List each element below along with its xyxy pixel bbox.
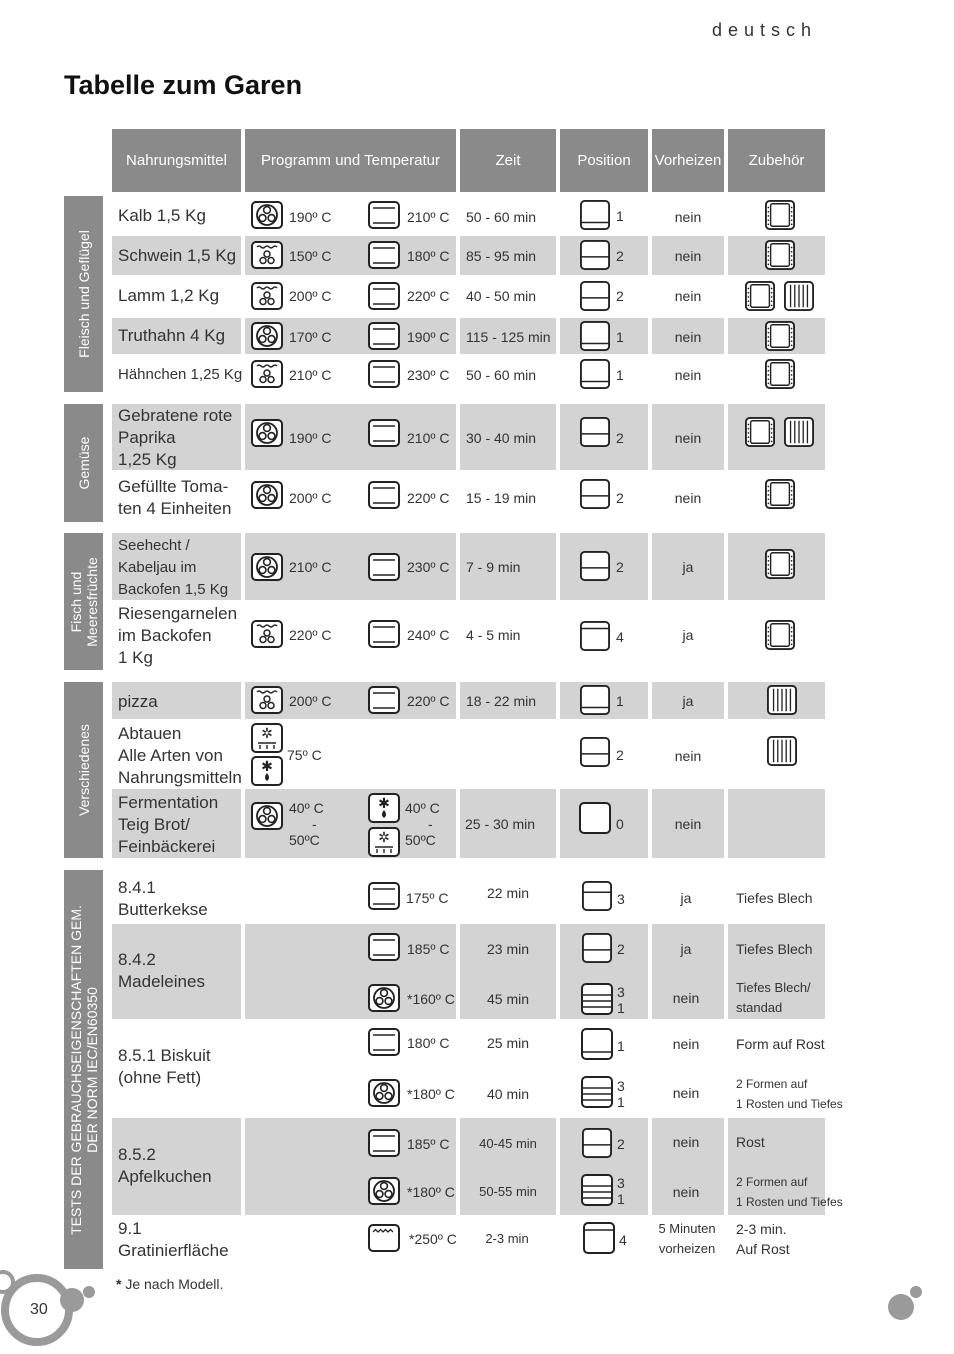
food-abtauen: Abtauen Alle Arten von Nahrungsmitteln — [118, 724, 242, 787]
oven-icon — [368, 933, 400, 961]
temp-ferment-2b: 50ºC — [405, 832, 436, 848]
column-separator — [456, 196, 460, 1269]
category-misc — [64, 682, 103, 858]
acc-gratin-b: Auf Rost — [736, 1241, 790, 1257]
temp-truthahn-2: 190º C — [407, 329, 450, 345]
food-ferment: Fermentation Teig Brot/ Feinbäckerei — [118, 793, 219, 856]
temp-kalb-1: 190º C — [289, 209, 332, 225]
temp-butterkekse: 175º C — [406, 890, 449, 906]
baking-tray-icon — [764, 240, 796, 270]
row-band — [112, 1118, 825, 1215]
oven-icon — [368, 419, 400, 447]
baking-tray-icon — [764, 200, 796, 230]
shelf-position-icon — [581, 1128, 613, 1158]
category-fish — [64, 533, 103, 670]
time-lamm: 40 - 50 min — [466, 288, 537, 304]
preheat-lamm: nein — [674, 288, 702, 304]
column-separator — [724, 196, 728, 1269]
temp-seehecht-1: 210º C — [289, 559, 332, 575]
time-apfelkuchen-1: 40-45 min — [479, 1136, 537, 1151]
shelf-position-icon — [579, 685, 611, 715]
food-garnelen: Riesengarnelen im Backofen 1 Kg — [118, 604, 238, 667]
wire-rack-icon — [783, 281, 815, 311]
preheat-truthahn: nein — [674, 329, 702, 345]
food-butterkekse: 8.4.1 Butterkekse — [118, 878, 208, 919]
preheat-madeleines-2: nein — [672, 990, 700, 1006]
time-truthahn: 115 - 125 min — [466, 329, 551, 345]
wire-rack-icon — [783, 417, 815, 447]
time-tomaten: 15 - 19 min — [466, 490, 537, 506]
shelf-position-icon — [581, 983, 613, 1015]
grill-fan-icon — [251, 360, 283, 388]
oven-icon — [368, 1129, 400, 1157]
shelf-position-icon — [583, 1222, 615, 1254]
baking-tray-icon — [744, 281, 776, 311]
acc-biskuit-2a: 2 Formen auf — [736, 1077, 808, 1091]
temp-gratin: *250º C — [409, 1231, 457, 1247]
food-tomaten: Gefüllte Toma- ten 4 Einheiten — [118, 477, 232, 518]
food-paprika: Gebratene rote Paprika 1,25 Kg — [118, 406, 233, 469]
category-tests-line1: TESTS DER GEBRAUCHSEIGENSCHAFTEN GEM. — [67, 904, 84, 1235]
shelf-position-icon — [579, 281, 611, 311]
food-truthahn: Truthahn 4 Kg — [118, 326, 226, 345]
pos-apfelkuchen-2a: 3 — [617, 1175, 625, 1191]
grill-fan-icon — [251, 620, 283, 648]
oven-icon — [368, 620, 400, 648]
time-gratin: 2-3 min — [485, 1231, 529, 1246]
preheat-apfelkuchen-1: nein — [672, 1134, 700, 1150]
pos-garnelen: 4 — [616, 629, 624, 645]
time-butterkekse: 22 min — [486, 885, 530, 901]
food-seehecht: Seehecht / Kabeljau im Backofen 1,5 Kg — [118, 537, 229, 598]
temp-apfelkuchen-1: 185º C — [407, 1136, 450, 1152]
preheat-ferment: nein — [674, 816, 702, 832]
header-time: Zeit — [460, 129, 556, 192]
acc-gratin-a: 2-3 min. — [736, 1221, 787, 1237]
pos-biskuit-2a: 3 — [617, 1078, 625, 1094]
fan-icon — [251, 553, 283, 581]
oven-icon — [368, 882, 400, 910]
shelf-position-icon — [579, 359, 611, 389]
shelf-position-icon — [579, 240, 611, 270]
temp-pizza-1: 200º C — [289, 693, 332, 709]
temp-seehecht-2: 230º C — [407, 559, 450, 575]
time-ferment: 25 - 30 min — [465, 816, 536, 832]
temp-paprika-2: 210º C — [407, 430, 450, 446]
preheat-biskuit-1: nein — [672, 1036, 700, 1052]
temp-garnelen-2: 240º C — [407, 627, 450, 643]
header-preheat: Vorheizen — [652, 129, 724, 192]
baking-tray-icon — [744, 417, 776, 447]
oven-icon — [368, 201, 400, 229]
pos-apfelkuchen-2b: 1 — [617, 1191, 625, 1207]
preheat-gratin-b: vorheizen — [658, 1241, 716, 1256]
time-pizza: 18 - 22 min — [466, 693, 537, 709]
preheat-kalb: nein — [674, 209, 702, 225]
thaw-drop-icon — [368, 793, 400, 823]
fan-icon — [251, 686, 283, 714]
temp-tomaten-2: 220º C — [407, 490, 450, 506]
temp-ferment-1-dash: - — [312, 816, 317, 832]
temp-garnelen-1: 220º C — [289, 627, 332, 643]
temp-paprika-1: 190º C — [289, 430, 332, 446]
row-band — [112, 924, 825, 1019]
time-madeleines-2: 45 min — [486, 991, 530, 1007]
fan-icon — [368, 1177, 400, 1205]
time-seehecht: 7 - 9 min — [466, 559, 521, 575]
category-misc-label: Verschiedenes — [75, 724, 92, 816]
baking-tray-icon — [764, 359, 796, 389]
column-separator — [556, 196, 560, 1269]
fan-icon — [251, 201, 283, 229]
temp-pizza-2: 220º C — [407, 693, 450, 709]
oven-icon — [368, 553, 400, 581]
food-pizza: pizza — [118, 692, 158, 711]
temp-ferment-2a: 40º C — [405, 800, 440, 816]
shelf-position-icon — [581, 1028, 613, 1060]
oven-icon — [368, 686, 400, 714]
shelf-position-icon — [579, 802, 611, 834]
category-fish-line1: Fisch und — [67, 571, 84, 632]
acc-biskuit-2b: 1 Rosten und Tiefes — [736, 1097, 843, 1111]
temp-abtauen: 75º C — [287, 747, 322, 763]
acc-apfelkuchen-1: Rost — [736, 1134, 765, 1150]
acc-butterkekse: Tiefes Blech — [736, 890, 813, 906]
food-schwein: Schwein 1,5 Kg — [118, 246, 237, 265]
preheat-schwein: nein — [674, 248, 702, 264]
temp-biskuit-2: *180º C — [407, 1086, 455, 1102]
pos-paprika: 2 — [616, 430, 624, 446]
preheat-biskuit-2: nein — [672, 1085, 700, 1101]
time-paprika: 30 - 40 min — [466, 430, 537, 446]
category-fish-line2: Meeresfrüchte — [83, 556, 100, 647]
food-kalb: Kalb 1,5 Kg — [118, 206, 206, 225]
temp-truthahn-1: 170º C — [289, 329, 332, 345]
preheat-butterkekse: ja — [680, 890, 692, 906]
category-meat — [64, 196, 103, 392]
fan-icon — [368, 1079, 400, 1107]
pos-tomaten: 2 — [616, 490, 624, 506]
shelf-position-icon — [581, 881, 613, 911]
fan-icon — [368, 984, 400, 1012]
preheat-haehnchen: nein — [674, 367, 702, 383]
pos-biskuit-2b: 1 — [617, 1094, 625, 1110]
header-position: Position — [560, 129, 648, 192]
preheat-tomaten: nein — [674, 490, 702, 506]
oven-icon — [368, 241, 400, 269]
food-haehnchen: Hähnchen 1,25 Kg — [118, 366, 243, 383]
page-number: 30 — [30, 1301, 48, 1318]
oven-icon — [368, 322, 400, 350]
grill-icon — [368, 1224, 400, 1252]
footnote-text: Je nach Modell. — [125, 1276, 224, 1292]
food-lamm: Lamm 1,2 Kg — [118, 286, 220, 305]
acc-madeleines-1: Tiefes Blech — [736, 941, 813, 957]
pos-pizza: 1 — [616, 693, 624, 709]
pos-ferment: 0 — [616, 816, 624, 832]
temp-apfelkuchen-2: *180º C — [407, 1184, 455, 1200]
shelf-position-icon — [579, 737, 611, 767]
temp-biskuit-1: 180º C — [407, 1035, 450, 1051]
time-biskuit-1: 25 min — [486, 1035, 530, 1051]
food-apfelkuchen: 8.5.2 Apfelkuchen — [118, 1145, 212, 1186]
preheat-seehecht: ja — [682, 559, 694, 575]
shelf-position-icon — [579, 200, 611, 230]
footnote-star: * — [116, 1276, 122, 1292]
wire-rack-icon — [766, 736, 798, 766]
time-schwein: 85 - 95 min — [466, 248, 537, 264]
decorative-circles — [0, 1262, 110, 1354]
temp-haehnchen-2: 230º C — [407, 367, 450, 383]
time-haehnchen: 50 - 60 min — [466, 367, 537, 383]
pos-abtauen: 2 — [616, 747, 624, 763]
shelf-position-icon — [579, 479, 611, 509]
shelf-position-icon — [579, 417, 611, 447]
oven-icon — [368, 360, 400, 388]
category-tests-label — [68, 905, 100, 1235]
pos-madeleines-2a: 3 — [617, 984, 625, 1000]
temp-kalb-2: 210º C — [407, 209, 450, 225]
header-food: Nahrungsmittel — [112, 129, 241, 192]
temp-madeleines-1: 185º C — [407, 941, 450, 957]
acc-madeleines-2a: Tiefes Blech/ — [736, 980, 811, 995]
grill-fan-icon — [251, 241, 283, 269]
food-gratin: 9.1 Gratinierfläche — [118, 1219, 229, 1260]
category-meat-label: Fleisch und Geflügel — [75, 230, 92, 358]
pos-madeleines-1: 2 — [617, 941, 625, 957]
acc-madeleines-2b: standad — [736, 1000, 783, 1015]
pos-madeleines-2b: 1 — [617, 1000, 625, 1016]
baking-tray-icon — [764, 321, 796, 351]
category-tests-line2: DER NORM IEC/EN60350 — [83, 986, 100, 1153]
time-kalb: 50 - 60 min — [466, 209, 537, 225]
temp-lamm-2: 220º C — [407, 288, 450, 304]
oven-icon — [368, 1028, 400, 1056]
category-fish-label — [68, 557, 100, 646]
pos-seehecht: 2 — [616, 559, 624, 575]
pos-apfelkuchen-1: 2 — [617, 1136, 625, 1152]
temp-madeleines-2: *160º C — [407, 991, 455, 1007]
shelf-position-icon — [579, 551, 611, 581]
category-veg — [64, 404, 103, 522]
fan-icon — [251, 481, 283, 509]
acc-apfelkuchen-2b: 1 Rosten und Tiefes — [736, 1195, 843, 1209]
preheat-pizza: ja — [682, 693, 694, 709]
baking-tray-icon — [764, 620, 796, 650]
oven-icon — [368, 282, 400, 310]
acc-biskuit-1: Form auf Rost — [736, 1036, 825, 1052]
preheat-abtauen: nein — [674, 748, 702, 764]
pos-truthahn: 1 — [616, 329, 624, 345]
temp-schwein-1: 150º C — [289, 248, 332, 264]
pos-haehnchen: 1 — [616, 367, 624, 383]
temp-ferment-2-dash: - — [428, 816, 433, 832]
language-label: deutsch — [712, 20, 818, 40]
time-biskuit-2: 40 min — [486, 1086, 530, 1102]
header-accessory: Zubehör — [728, 129, 825, 192]
shelf-position-icon — [581, 933, 613, 963]
page-title: Tabelle zum Garen — [64, 70, 303, 100]
preheat-madeleines-1: ja — [680, 941, 692, 957]
temp-tomaten-1: 200º C — [289, 490, 332, 506]
shelf-position-icon — [581, 1174, 613, 1206]
pos-gratin: 4 — [619, 1232, 627, 1248]
grill-fan-icon — [251, 282, 283, 310]
column-separator — [648, 196, 652, 1269]
defrost-icon — [251, 723, 283, 753]
time-apfelkuchen-2: 50-55 min — [479, 1184, 537, 1199]
acc-apfelkuchen-2a: 2 Formen auf — [736, 1175, 808, 1189]
shelf-position-icon — [581, 1076, 613, 1108]
baking-tray-icon — [764, 549, 796, 579]
preheat-garnelen: ja — [682, 627, 694, 643]
temp-lamm-1: 200º C — [289, 288, 332, 304]
defrost-icon — [368, 827, 400, 857]
pos-lamm: 2 — [616, 288, 624, 304]
temp-haehnchen-1: 210º C — [289, 367, 332, 383]
temp-ferment-1b: 50ºC — [289, 832, 320, 848]
header-program: Programm und Temperatur — [245, 129, 456, 192]
pos-biskuit-1: 1 — [617, 1038, 625, 1054]
preheat-gratin-a: 5 Minuten — [658, 1221, 716, 1236]
baking-tray-icon — [764, 479, 796, 509]
wire-rack-icon — [766, 685, 798, 715]
thaw-drop-icon — [251, 756, 283, 786]
oven-icon — [368, 481, 400, 509]
preheat-apfelkuchen-2: nein — [672, 1184, 700, 1200]
fan-icon — [251, 322, 283, 350]
preheat-paprika: nein — [674, 430, 702, 446]
food-biskuit: 8.5.1 Biskuit (ohne Fett) — [118, 1046, 211, 1087]
shelf-position-icon — [579, 321, 611, 351]
shelf-position-icon — [579, 621, 611, 651]
temp-ferment-1a: 40º C — [289, 800, 324, 816]
pos-kalb: 1 — [616, 208, 624, 224]
category-veg-label: Gemüse — [75, 436, 92, 490]
pos-schwein: 2 — [616, 248, 624, 264]
category-tests — [64, 870, 103, 1269]
time-garnelen: 4 - 5 min — [466, 627, 521, 643]
fan-icon — [251, 419, 283, 447]
pos-butterkekse: 3 — [617, 891, 625, 907]
temp-schwein-2: 180º C — [407, 248, 450, 264]
footnote — [116, 1276, 223, 1292]
fan-icon — [251, 802, 283, 830]
food-madeleines: 8.4.2 Madeleines — [118, 950, 205, 991]
decorative-dots — [884, 1282, 928, 1322]
time-madeleines-1: 23 min — [486, 941, 530, 957]
